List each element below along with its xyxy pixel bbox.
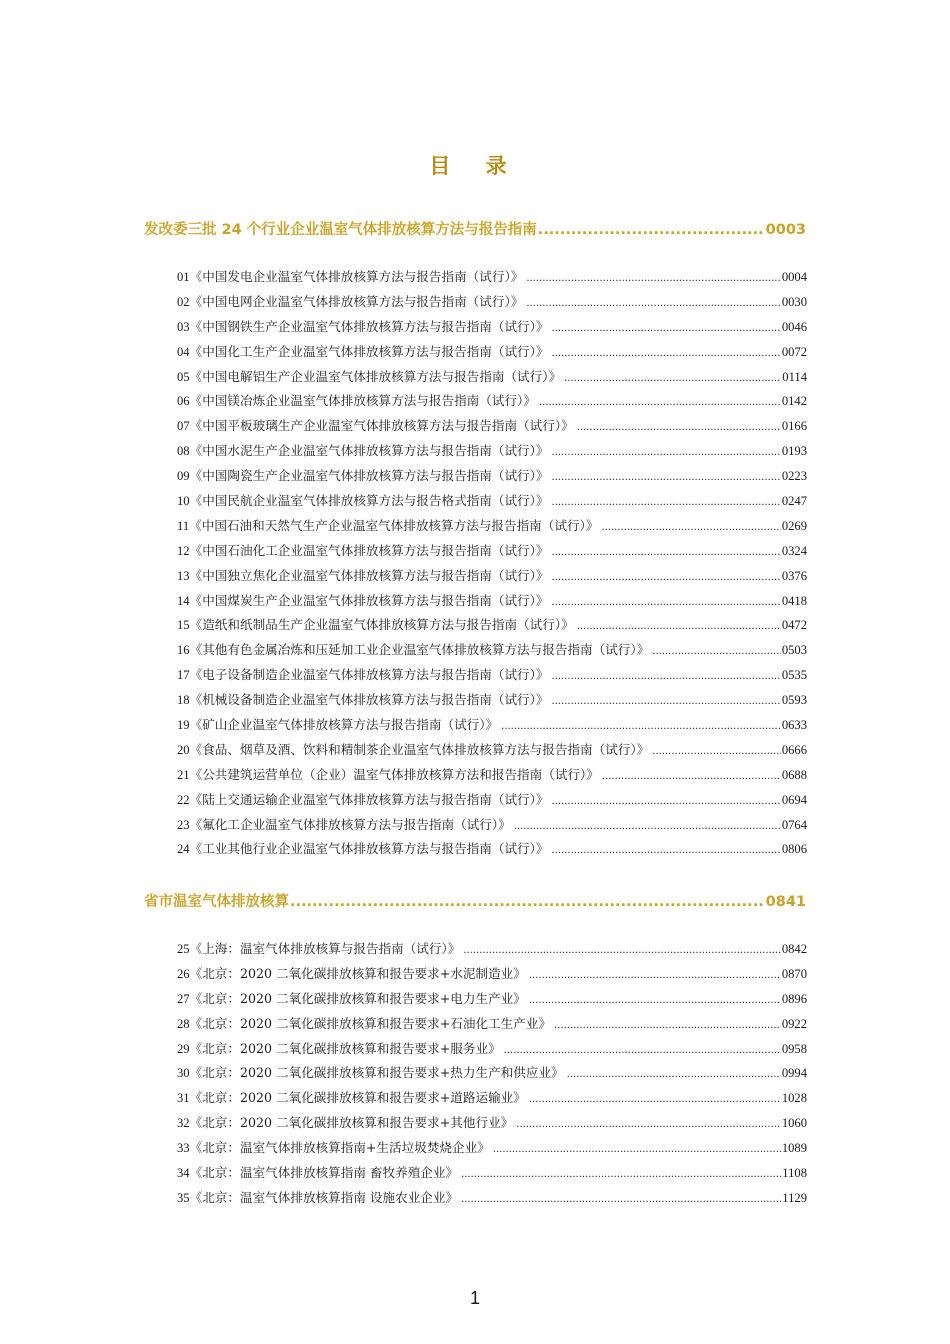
leader-dots <box>564 373 781 384</box>
toc-list-ndrc <box>177 266 807 863</box>
toc-entry[interactable] <box>177 291 807 316</box>
entry-number: 23 <box>177 817 190 832</box>
entry-number: 07 <box>177 419 190 434</box>
leader-dots <box>529 1094 781 1105</box>
entry-number: 21 <box>177 767 190 782</box>
toc-entry[interactable] <box>177 764 807 789</box>
section-page: 0003 <box>765 222 806 238</box>
leader-dots <box>552 845 781 856</box>
entry-page: 0324 <box>781 543 807 558</box>
entry-title: 《中国煤炭生产企业温室气体排放核算方法与报告指南（试行）》 <box>189 592 549 608</box>
leader-dots <box>552 497 781 508</box>
entry-title: 《北京：2020 二氧化碳排放核算和报告要求+热力生产和供应业》 <box>189 1065 564 1081</box>
leader-dots <box>493 1144 781 1155</box>
entry-title: 《机械设备制造企业温室气体排放核算方法与报告指南（试行）》 <box>189 692 549 708</box>
entry-number: 01 <box>177 270 190 284</box>
toc-entry[interactable] <box>177 440 807 465</box>
entry-page: 0046 <box>781 319 807 334</box>
page-number: 1 <box>469 1288 480 1308</box>
entry-title: 《造纸和纸制品生产企业温室气体排放核算方法与报告指南（试行）》 <box>189 617 574 633</box>
leader-dots <box>501 721 781 732</box>
entry-page: 0269 <box>781 518 807 533</box>
entry-number: 13 <box>177 568 190 583</box>
toc-entry[interactable] <box>177 565 807 590</box>
entry-page: 0072 <box>781 344 807 359</box>
entry-title: 《公共建筑运营单位（企业）温室气体排放核算方法和报告指南（试行）》 <box>189 766 599 782</box>
entry-number: 11 <box>177 518 190 533</box>
entry-number: 02 <box>177 294 190 309</box>
entry-page: 0166 <box>781 419 807 434</box>
toc-entry[interactable] <box>177 465 807 490</box>
entry-page: 1129 <box>782 1190 807 1205</box>
entry-title: 《中国独立焦化企业温室气体排放核算方法与报告指南（试行）》 <box>189 567 549 583</box>
leader-dots <box>529 995 781 1006</box>
entry-page: 1089 <box>781 1141 807 1156</box>
leader-dots <box>552 597 781 608</box>
entry-title: 《北京：温室气体排放核算指南 畜牧养殖企业》 <box>189 1165 459 1181</box>
entry-number: 14 <box>177 593 190 608</box>
toc-entry[interactable] <box>177 714 807 739</box>
leader-dots <box>552 671 781 682</box>
section-heading-text: 省市温室气体排放核算 <box>144 894 289 910</box>
entry-number: 05 <box>177 369 190 384</box>
entry-title: 《中国化工生产企业温室气体排放核算方法与报告指南（试行）》 <box>189 343 549 359</box>
entry-title: 《中国电网企业温室气体排放核算方法与报告指南（试行）》 <box>189 293 524 309</box>
leader-dots <box>529 970 781 981</box>
toc-title: 目 录 <box>429 154 521 178</box>
section-heading-ndrc[interactable] <box>144 218 806 239</box>
toc-entry[interactable] <box>177 515 807 540</box>
entry-number: 12 <box>177 543 190 558</box>
entry-title: 《陆上交通运输企业温室气体排放核算方法与报告指南（试行）》 <box>189 791 549 807</box>
entry-title: 《中国石油化工企业温室气体排放核算方法与报告指南（试行）》 <box>189 542 549 558</box>
leader-dots <box>539 397 781 408</box>
leader-dots <box>652 746 781 757</box>
toc-entry[interactable] <box>177 614 807 639</box>
toc-entry[interactable] <box>177 689 807 714</box>
toc-entry[interactable] <box>177 938 807 963</box>
section-page: 0841 <box>765 894 806 910</box>
leader-dots <box>552 547 781 558</box>
entry-title: 《其他有色金属冶炼和压延加工业企业温室气体排放核算方法与报告指南（试行）》 <box>189 642 650 658</box>
entry-number: 34 <box>177 1166 190 1181</box>
entry-number: 35 <box>177 1190 190 1205</box>
entry-number: 27 <box>177 991 190 1006</box>
entry-number: 29 <box>177 1041 190 1056</box>
entry-number: 17 <box>177 668 190 683</box>
entry-page: 0842 <box>781 942 807 956</box>
leader-dots <box>552 447 781 458</box>
entry-title: 《中国镁冶炼企业温室气体排放核算方法与报告指南（试行）》 <box>189 393 536 409</box>
entry-number: 26 <box>177 966 190 981</box>
entry-title: 《矿山企业温室气体排放核算方法与报告指南（试行）》 <box>189 717 499 733</box>
entry-page: 0694 <box>781 792 807 807</box>
section-heading-provincial[interactable] <box>144 890 806 911</box>
leader-dots <box>601 522 780 533</box>
leader-dots <box>463 945 780 956</box>
entry-page: 0114 <box>782 369 807 384</box>
leader-dots <box>552 348 781 359</box>
toc-entry[interactable] <box>177 838 807 863</box>
toc-entry[interactable] <box>177 664 807 689</box>
entry-page: 0896 <box>781 991 807 1006</box>
entry-number: 08 <box>177 444 190 459</box>
entry-page: 0142 <box>781 394 807 409</box>
leader-dots <box>461 1169 781 1180</box>
toc-entry[interactable] <box>177 739 807 764</box>
entry-number: 09 <box>177 469 190 484</box>
entry-number: 19 <box>177 718 190 733</box>
entry-title: 《氟化工企业温室气体排放核算方法与报告指南（试行）》 <box>189 816 511 832</box>
toc-entry[interactable] <box>177 814 807 839</box>
leader-dots <box>514 821 781 832</box>
leader-dots <box>526 273 780 284</box>
leader-dots <box>552 323 781 334</box>
entry-number: 18 <box>177 693 190 708</box>
entry-page: 0666 <box>781 742 807 757</box>
entry-number: 31 <box>177 1091 190 1106</box>
entry-page: 0004 <box>781 270 807 284</box>
toc-entry[interactable] <box>177 266 807 291</box>
entry-number: 16 <box>177 643 190 658</box>
entry-page: 0958 <box>781 1041 807 1056</box>
leader-dots <box>652 646 781 657</box>
entry-title: 《北京：2020 二氧化碳排放核算和报告要求+道路运输业》 <box>189 1090 526 1106</box>
entry-page: 1108 <box>782 1166 807 1181</box>
toc-entry[interactable] <box>177 639 807 664</box>
entry-page: 0994 <box>781 1066 807 1081</box>
entry-page: 0535 <box>781 668 807 683</box>
toc-entry[interactable] <box>177 1187 807 1212</box>
toc-entry[interactable] <box>177 341 807 366</box>
entry-number: 25 <box>177 942 190 956</box>
leader-dots <box>526 298 780 309</box>
entry-title: 《电子设备制造企业温室气体排放核算方法与报告指南（试行）》 <box>189 667 549 683</box>
entry-title: 《中国平板玻璃生产企业温室气体排放核算方法与报告指南（试行）》 <box>189 418 574 434</box>
entry-title: 《食品、烟草及酒、饮料和精制茶企业温室气体排放核算方法与报告指南（试行）》 <box>189 741 650 757</box>
toc-entry[interactable] <box>177 415 807 440</box>
entry-title: 《北京：2020 二氧化碳排放核算和报告要求+电力生产业》 <box>189 990 526 1006</box>
toc-entry[interactable] <box>177 988 807 1013</box>
entry-number: 03 <box>177 319 190 334</box>
entry-number: 32 <box>177 1116 190 1131</box>
entry-title: 《工业其他行业企业温室气体排放核算方法与报告指南（试行）》 <box>189 841 549 857</box>
leader-dots <box>290 894 765 910</box>
entry-title: 《北京：2020 二氧化碳排放核算和报告要求+其他行业》 <box>189 1115 514 1131</box>
leader-dots <box>567 1069 781 1080</box>
leader-dots <box>538 222 765 238</box>
entry-page: 0870 <box>781 966 807 981</box>
entry-title: 《中国发电企业温室气体排放核算方法与报告指南（试行）》 <box>189 269 524 284</box>
leader-dots <box>602 771 781 782</box>
entry-page: 0764 <box>781 817 807 832</box>
entry-title: 《中国石油和天然气生产企业温室气体排放核算方法与报告指南（试行）》 <box>189 517 599 533</box>
toc-entry[interactable] <box>177 1013 807 1038</box>
toc-entry[interactable] <box>177 1162 807 1187</box>
toc-entry[interactable] <box>177 366 807 391</box>
entry-page: 0593 <box>781 693 807 708</box>
entry-page: 0922 <box>781 1016 807 1031</box>
entry-title: 《北京：2020 二氧化碳排放核算和报告要求+石油化工生产业》 <box>189 1015 552 1031</box>
toc-entry[interactable] <box>177 540 807 565</box>
entry-number: 15 <box>177 618 190 633</box>
entry-title: 《中国水泥生产企业温室气体排放核算方法与报告指南（试行）》 <box>189 443 549 459</box>
entry-number: 06 <box>177 394 190 409</box>
leader-dots <box>516 1119 781 1130</box>
entry-page: 0223 <box>781 469 807 484</box>
entry-page: 0633 <box>781 718 807 733</box>
entry-number: 22 <box>177 792 190 807</box>
entry-title: 《上海：温室气体排放核算与报告指南（试行）》 <box>189 941 461 956</box>
entry-title: 《中国陶瓷生产企业温室气体排放核算方法与报告指南（试行）》 <box>189 468 549 484</box>
entry-page: 0806 <box>781 842 807 857</box>
toc-entry[interactable] <box>177 1137 807 1162</box>
leader-dots <box>577 621 781 632</box>
entry-page: 0503 <box>781 643 807 658</box>
toc-entry[interactable] <box>177 1062 807 1087</box>
leader-dots <box>504 1045 781 1056</box>
entry-page: 0247 <box>781 494 807 509</box>
leader-dots <box>552 696 781 707</box>
entry-page: 0418 <box>781 593 807 608</box>
toc-entry[interactable] <box>177 1038 807 1063</box>
entry-page: 1028 <box>781 1091 807 1106</box>
toc-entry[interactable] <box>177 1112 807 1137</box>
entry-number: 20 <box>177 742 190 757</box>
section-heading-text: 发改委三批 24 个行业企业温室气体排放核算方法与报告指南 <box>144 222 537 238</box>
leader-dots <box>577 422 781 433</box>
entry-page: 0688 <box>781 767 807 782</box>
entry-title: 《北京：2020 二氧化碳排放核算和报告要求+服务业》 <box>189 1040 501 1056</box>
entry-page: 0193 <box>781 444 807 459</box>
entry-page: 0376 <box>781 568 807 583</box>
entry-number: 04 <box>177 344 190 359</box>
toc-entry[interactable] <box>177 590 807 615</box>
entry-title: 《中国钢铁生产企业温室气体排放核算方法与报告指南（试行）》 <box>189 318 549 334</box>
entry-number: 28 <box>177 1016 190 1031</box>
entry-title: 《中国民航企业温室气体排放核算方法与报告格式指南（试行）》 <box>189 493 549 509</box>
leader-dots <box>554 1020 781 1031</box>
entry-title: 《中国电解铝生产企业温室气体排放核算方法与报告指南（试行）》 <box>189 368 562 384</box>
leader-dots <box>552 472 781 483</box>
entry-number: 24 <box>177 842 190 857</box>
entry-title: 《北京：2020 二氧化碳排放核算和报告要求+水泥制造业》 <box>189 965 526 981</box>
toc-entry[interactable] <box>177 316 807 341</box>
toc-list-provincial <box>177 938 807 1212</box>
entry-title: 《北京：温室气体排放核算指南 设施农业企业》 <box>189 1189 459 1205</box>
toc-entry[interactable] <box>177 1087 807 1112</box>
entry-page: 0030 <box>781 294 807 309</box>
toc-entry[interactable] <box>177 390 807 415</box>
leader-dots <box>461 1194 781 1205</box>
toc-entry[interactable] <box>177 789 807 814</box>
entry-number: 10 <box>177 494 190 509</box>
leader-dots <box>552 796 781 807</box>
entry-title: 《北京：温室气体排放核算指南+生活垃圾焚烧企业》 <box>189 1140 490 1156</box>
entry-number: 33 <box>177 1141 190 1156</box>
leader-dots <box>552 572 781 583</box>
entry-page: 0472 <box>781 618 807 633</box>
toc-entry[interactable] <box>177 490 807 515</box>
toc-entry[interactable] <box>177 963 807 988</box>
entry-number: 30 <box>177 1066 190 1081</box>
entry-page: 1060 <box>781 1116 807 1131</box>
